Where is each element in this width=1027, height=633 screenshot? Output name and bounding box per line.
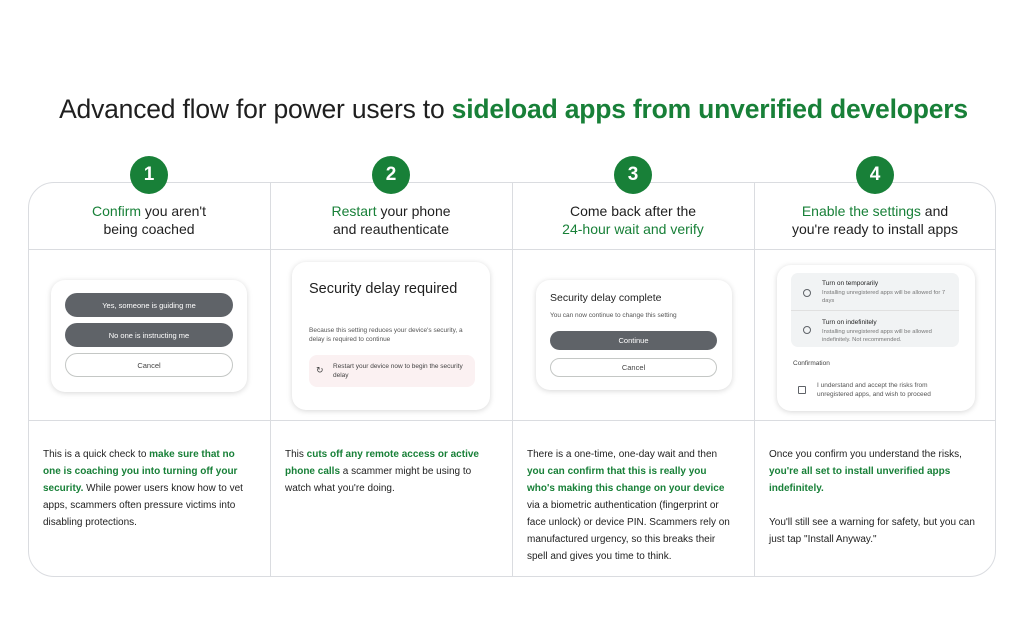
temporary-option-desc: Installing unregistered apps will be allowed for 7 days	[822, 290, 946, 304]
options-divider	[791, 310, 959, 311]
dialog-body: Because this setting reduces your device's security, a delay is required to continue	[309, 327, 463, 343]
step-3-description: There is a one-time, one-day wait and then you can confirm that this is really you who's making this change on your device via a biometric authentication (fingerprint or face unlock) or device PIN. Scammers rely on manufactured urgency, so this breaks their spell and gives you time to think.	[527, 449, 730, 562]
step-4-description: Once you confirm you understand the risks, you're all set to install unverified apps indefinitely. You'll still see a warning for safety, but you can just tap "Install Anyway."	[769, 449, 975, 545]
step-1-badge: 1	[130, 156, 168, 194]
dialog-title: Security delay complete	[550, 292, 662, 304]
page-title	[0, 94, 1027, 125]
step-4-badge: 4	[856, 156, 894, 194]
step-1-heading: Confirm you aren't being coached	[92, 203, 206, 237]
security-delay-dialog	[292, 262, 490, 410]
enable-settings-dialog	[777, 265, 975, 411]
step-2-badge: 2	[372, 156, 410, 194]
column-divider	[512, 182, 513, 577]
column-divider	[754, 182, 755, 577]
step-2-description: This cuts off any remote access or active phone calls a scammer might be using to watch what you're doing.	[285, 449, 479, 494]
title-highlight: sideload apps from unverified developers	[451, 94, 968, 124]
indefinite-option-title: Turn on indefinitely	[822, 319, 877, 326]
cancel-button[interactable]: Cancel	[550, 358, 717, 377]
temporary-option-title: Turn on temporarily	[822, 280, 879, 287]
delay-complete-dialog	[536, 280, 732, 390]
indefinite-option-desc: Installing unregistered apps will be allowed indefinitely. Not recommended.	[822, 329, 932, 343]
column-divider	[270, 182, 271, 577]
dialog-title: Security delay required	[309, 281, 458, 297]
restart-row[interactable]	[309, 355, 475, 387]
step-3-badge: 3	[614, 156, 652, 194]
temporary-radio[interactable]	[803, 289, 811, 297]
row-divider	[28, 249, 996, 250]
indefinite-radio[interactable]	[803, 326, 811, 334]
step-2-heading: Restart your phone and reauthenticate	[331, 203, 451, 237]
continue-button[interactable]: Continue	[550, 331, 717, 350]
dialog-body: You can now continue to change this setting	[550, 312, 677, 319]
row-divider	[28, 420, 996, 421]
step-1-description: This is a quick check to make sure that no one is coaching you into turning off your security. While power users know how to vet apps, scammers often pressure victims into disabling protections.	[43, 449, 243, 528]
confirmation-label: Confirmation	[793, 360, 830, 367]
title-prefix: Advanced flow for power users to	[59, 94, 452, 124]
coaching-check-dialog	[51, 280, 247, 392]
not-instructed-button[interactable]: No one is instructing me	[65, 323, 233, 347]
accept-risk-text: I understand and accept the risks from unregistered apps, and wish to proceed	[817, 382, 931, 398]
yes-guided-button[interactable]: Yes, someone is guiding me	[65, 293, 233, 317]
restart-icon: ↻	[316, 365, 324, 375]
accept-risk-checkbox[interactable]	[798, 386, 806, 394]
cancel-button[interactable]: Cancel	[65, 353, 233, 377]
step-3-heading: Come back after the 24-hour wait and verify	[562, 203, 704, 237]
step-4-heading: Enable the settings and you're ready to install apps	[791, 203, 959, 237]
restart-text: Restart your device now to begin the security delay	[333, 363, 463, 379]
